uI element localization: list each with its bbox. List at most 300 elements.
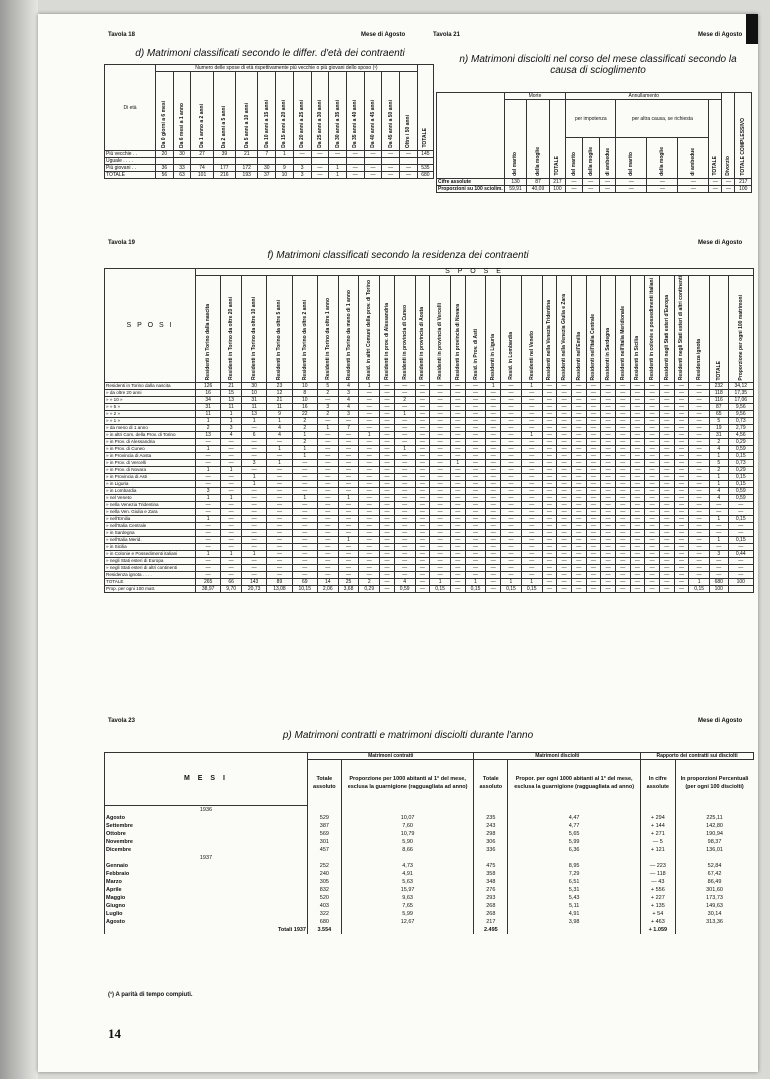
table-cell: — [450,467,465,474]
table-cell: — [359,495,380,502]
table-cell: 1 [292,446,317,453]
table-cell: 136,01 [675,846,753,854]
table-cell: — [450,390,465,397]
table-cell: 67,42 [675,870,753,878]
table-cell: — [196,537,221,544]
table-f-col-header: Residenti nella Venezia Giulia e Zara [557,276,572,383]
table-cell: — [571,502,586,509]
table-cell: 1 [267,460,292,467]
table-cell: — [292,460,317,467]
tag-mese-agosto-3: Mese di Agosto [698,240,743,246]
table-cell: 22 [292,411,317,418]
table-cell: 1 [267,418,292,425]
table-cell: — [338,432,359,439]
table-cell: — [571,558,586,565]
table-cell: — [292,565,317,572]
table-cell: — [601,523,616,530]
table-cell [311,158,329,165]
table-cell: — [557,397,572,404]
table-row [105,453,754,460]
table-cell: — [674,467,689,474]
table-cell: — [659,425,674,432]
table-cell: — [689,502,710,509]
table-row [105,886,754,894]
table-cell: — [630,439,645,446]
table-cell: — [415,446,430,453]
table-cell: 7,60 [341,822,474,830]
table-cell: — [394,537,415,544]
table-cell: — [645,467,660,474]
table-cell: 3 [221,425,242,432]
table-cell: — [645,446,660,453]
table-cell: — [615,523,630,530]
table-cell: — [689,509,710,516]
table-cell: — [601,411,616,418]
table-p-group-disciolti: Matrimoni disciolti [474,753,641,760]
table-cell: 126 [196,383,221,390]
month-label: Febbraio [105,870,308,878]
table-cell: 40,09 [527,186,549,193]
table-cell: 0,73 [728,418,753,425]
table-f-col-header: Residenti nell'Italia Meridionale [615,276,630,383]
table-cell: — [394,383,415,390]
table-cell: — [674,551,689,558]
table-cell: 13 [196,432,221,439]
table-cell: — [486,432,501,439]
table-cell: — [338,439,359,446]
table-row [105,918,754,926]
table-cell: — [415,572,430,579]
table-cell: — [486,439,501,446]
table-cell: — [221,481,242,488]
table-p-footnote: (¹) A parità di tempo compiuti. [108,992,193,998]
table-cell: — [521,495,542,502]
table-cell: — [292,551,317,558]
table-cell: — [542,439,557,446]
table-cell: — [394,544,415,551]
table-cell: — [317,467,338,474]
table-cell: 4 [267,425,292,432]
table-cell: — [430,460,451,467]
row-label: » in Colonie e Possedimenti italiani [105,551,196,558]
table-p-col-header: Totale assoluto [308,760,342,806]
table-f-col-header: Residenti in provincia di Cuneo [394,276,415,383]
table-cell: 65 [710,411,728,418]
table-cell: — [415,474,430,481]
table-cell: — [267,572,292,579]
table-cell: — [242,544,267,551]
table-cell: — [486,530,501,537]
table-cell: — [450,418,465,425]
table-cell: — [359,544,380,551]
table-cell: — [674,404,689,411]
table-d-col-header: Da 1 anno a 2 anni [191,72,213,151]
table-row [105,878,754,886]
table-cell: 1 [221,418,242,425]
table-cell: 10 [292,383,317,390]
table-cell: — [630,558,645,565]
row-label: Uguale . . . . [105,158,156,165]
table-cell: — [501,544,522,551]
table-cell: — [394,572,415,579]
table-cell: — [465,460,486,467]
table-row [105,404,754,411]
table-p-col-header: Proporzione per 1000 abitanti al 1° del mese, esclusa la guarnigione (ragguagliata ad anno) [341,760,474,806]
table-d [104,64,434,179]
table-cell: — [267,558,292,565]
table-n-group-annullamento: Annullamento [566,93,722,100]
table-cell: — [267,453,292,460]
table-cell: — [415,544,430,551]
table-cell: — [338,572,359,579]
table-cell: — [267,488,292,495]
table-cell: — [486,586,501,593]
table-cell: — [292,523,317,530]
table-cell: 293 [474,894,508,902]
table-cell: — [196,544,221,551]
table-cell: — [571,397,586,404]
table-cell: — [542,453,557,460]
table-cell: — [415,383,430,390]
tag-mese-agosto-4: Mese di Agosto [698,718,743,724]
table-cell: 142,80 [675,822,753,830]
table-cell: — [486,495,501,502]
table-cell: 87 [527,179,549,186]
table-cell: — [659,383,674,390]
table-n-col-header: della moglie [582,138,599,179]
table-row [105,910,754,918]
table-f-col-header: Residenti negli Stati esteri di altri continenti [674,276,689,383]
table-cell [508,806,641,815]
table-cell: — [630,502,645,509]
table-cell: 10,79 [341,830,474,838]
table-cell: — [501,460,522,467]
table-cell: — [242,509,267,516]
table-d-col-header: Da 15 anni a 20 anni [276,72,294,151]
table-cell: — [380,523,395,530]
table-cell: 4 [338,383,359,390]
table-cell: — [586,544,601,551]
table-cell: 30 [242,383,267,390]
table-cell: — [486,572,501,579]
table-cell: — [599,179,616,186]
table-cell: — [359,467,380,474]
table-cell: 6,36 [508,846,641,854]
table-cell: — [674,439,689,446]
table-n-col-divorzio: Divorzio [722,93,735,179]
table-cell: — [430,565,451,572]
table-cell: — [571,488,586,495]
table-row [105,551,754,558]
table-cell: — [601,397,616,404]
table-row [105,495,754,502]
table-cell: + 556 [641,886,675,894]
table-cell: — [586,383,601,390]
table-cell: — [221,530,242,537]
table-cell: 2 [292,425,317,432]
table-cell: — [659,523,674,530]
table-cell: 0,29 [359,586,380,593]
table-cell: — [674,474,689,481]
table-d-col-header: Da 2 anni a 5 anni [213,72,235,151]
table-cell: — [415,551,430,558]
table-cell [236,158,258,165]
table-cell: — [689,404,710,411]
table-cell: — [465,544,486,551]
table-cell: — [521,502,542,509]
table-cell: 5,43 [508,894,641,902]
table-cell: — [571,579,586,586]
table-cell: 4 [710,446,728,453]
table-cell: 268 [474,910,508,918]
table-cell: — [615,516,630,523]
table-cell: — [465,432,486,439]
table-cell: — [645,565,660,572]
table-cell: — [430,495,451,502]
table-cell: 0,59 [728,495,753,502]
table-cell: — [615,551,630,558]
table-cell: — [689,425,710,432]
table-cell: 2 [196,425,221,432]
table-cell: 680 [710,579,728,586]
table-cell: — [630,390,645,397]
table-d-rowhead: Di età [105,65,156,151]
table-cell: — [601,418,616,425]
table-cell: — [645,495,660,502]
table-cell: — [630,446,645,453]
table-f-col-header: Residenti in provincia di Vercelli [430,276,451,383]
table-cell: — [317,495,338,502]
table-cell: — [630,586,645,593]
table-cell: 1 [196,446,221,453]
table-cell: — [542,418,557,425]
table-cell: — [689,572,710,579]
table-cell: — [267,509,292,516]
table-cell: 1 [710,481,728,488]
table-cell: — [267,537,292,544]
table-cell: — [359,530,380,537]
table-cell: — [394,502,415,509]
table-cell: — [196,439,221,446]
table-cell: — [400,151,418,158]
table-n [436,92,752,193]
table-cell: — [242,446,267,453]
table-cell: — [359,411,380,418]
table-cell: — [242,453,267,460]
table-cell: — [430,502,451,509]
table-cell: — [630,404,645,411]
table-cell: 1 [329,172,347,179]
table-cell: — [710,572,728,579]
table-cell: — [486,411,501,418]
table-cell: — [501,551,522,558]
table-cell: — [292,572,317,579]
table-cell: — [292,516,317,523]
table-f-col-header: Residenti nell'Italia Centrale [586,276,601,383]
table-cell: — [380,411,395,418]
table-cell: 4,91 [508,910,641,918]
month-label: Ottobre [105,830,308,838]
table-cell: 1 [242,551,267,558]
table-cell: 1 [465,579,486,586]
table-cell: 5 [317,383,338,390]
table-cell: — [465,474,486,481]
table-row [105,586,754,593]
table-cell: 1 [450,460,465,467]
table-cell: — [430,474,451,481]
row-label: » da oltre 20 anni [105,390,196,397]
table-row [105,439,754,446]
table-cell: 1 [359,432,380,439]
table-cell: — [722,179,735,186]
table-cell: — [647,179,678,186]
table-cell: — [486,460,501,467]
table-cell: — [380,502,395,509]
table-cell: — [415,509,430,516]
table-cell: — [450,509,465,516]
table-cell: 2,06 [317,586,338,593]
tag-tavola-21: Tavola 21 [433,32,460,38]
table-cell: — [415,481,430,488]
table-cell: — [630,488,645,495]
table-cell: 1 [710,474,728,481]
table-cell: — [196,530,221,537]
table-cell: — [615,460,630,467]
table-cell: 19 [710,425,728,432]
table-cell: — [380,397,395,404]
table-cell: — [728,523,753,530]
table-row [105,481,754,488]
table-cell: 217 [735,179,752,186]
table-cell: 8,95 [508,862,641,870]
table-cell: 1 [501,579,522,586]
table-cell: — [571,425,586,432]
table-cell [156,158,174,165]
table-cell: — [689,523,710,530]
row-label: » nell'Italia Merid. [105,537,196,544]
table-cell: — [571,446,586,453]
table-cell: — [659,572,674,579]
table-cell: — [317,551,338,558]
table-cell: 100 [728,579,753,586]
table-cell: — [630,579,645,586]
table-f-col-header: Residenti in Liguria [486,276,501,383]
row-label: » in Prov. di Novara [105,467,196,474]
table-cell: — [645,383,660,390]
table-cell: — [645,439,660,446]
month-label: Agosto [105,814,308,822]
table-cell [675,854,753,862]
table-cell: 680 [417,172,433,179]
table-cell: 3 [242,460,267,467]
table-cell: — [359,488,380,495]
table-cell: 172 [236,165,258,172]
table-cell: — [645,537,660,544]
table-cell: — [630,467,645,474]
row-label: » » 1 » [105,418,196,425]
table-cell: 569 [308,830,342,838]
table-cell: — [486,537,501,544]
table-cell: — [601,390,616,397]
table-cell: — [689,558,710,565]
table-cell: — [689,432,710,439]
row-label: » in Sardegna [105,530,196,537]
row-label: TOTALE [105,579,196,586]
table-cell: 11 [221,404,242,411]
table-cell: — [659,432,674,439]
table-cell: — [317,439,338,446]
table-cell: — [465,523,486,530]
table-cell [308,854,342,862]
table-cell: — [615,579,630,586]
table-cell: — [542,530,557,537]
table-cell: — [645,404,660,411]
table-cell: — [242,425,267,432]
table-cell: 265 [196,579,221,586]
table-cell: — [394,523,415,530]
table-cell: 0,15 [689,586,710,593]
table-cell [382,158,400,165]
table-cell: — [557,481,572,488]
table-cell: — [292,558,317,565]
table-cell: — [615,474,630,481]
table-cell: 34,12 [728,383,753,390]
table-cell: — [380,390,395,397]
table-cell: — [465,453,486,460]
table-cell: — [689,488,710,495]
scan-page-edge [0,0,38,1079]
table-cell: — [615,425,630,432]
row-label: » in Lombardia [105,488,196,495]
month-label: Maggio [105,894,308,902]
table-cell: — [501,404,522,411]
table-cell: 520 [308,894,342,902]
table-row [105,172,434,179]
table-cell: — [645,390,660,397]
table-cell: 3 [338,390,359,397]
table-cell [641,854,675,862]
table-cell: 217 [474,918,508,926]
table-d-col-header: Da 5 anni a 10 anni [236,72,258,151]
table-cell: 11 [196,411,221,418]
table-cell: — [430,523,451,530]
table-cell: — [317,397,338,404]
table-cell: — [394,390,415,397]
table-cell: — 223 [641,862,675,870]
table-cell: — [465,411,486,418]
table-cell: — [338,509,359,516]
table-cell: — [542,404,557,411]
scan-corner-mark [746,14,758,44]
table-cell: — [586,453,601,460]
table-cell: 5,31 [508,886,641,894]
table-cell: — [317,432,338,439]
table-n-col-header: della moglie [647,138,678,179]
table-cell: 6 [242,432,267,439]
table-cell: 5,99 [508,838,641,846]
table-cell: 216 [213,172,235,179]
table-cell: 1 [689,579,710,586]
table-cell: — [196,481,221,488]
table-cell: — [221,516,242,523]
table-cell: — [521,446,542,453]
table-cell: — [465,551,486,558]
table-cell: — [338,516,359,523]
table-cell: 348 [474,878,508,886]
table-cell: 0,29 [728,439,753,446]
table-cell: 34 [196,397,221,404]
table-cell: + 227 [641,894,675,902]
